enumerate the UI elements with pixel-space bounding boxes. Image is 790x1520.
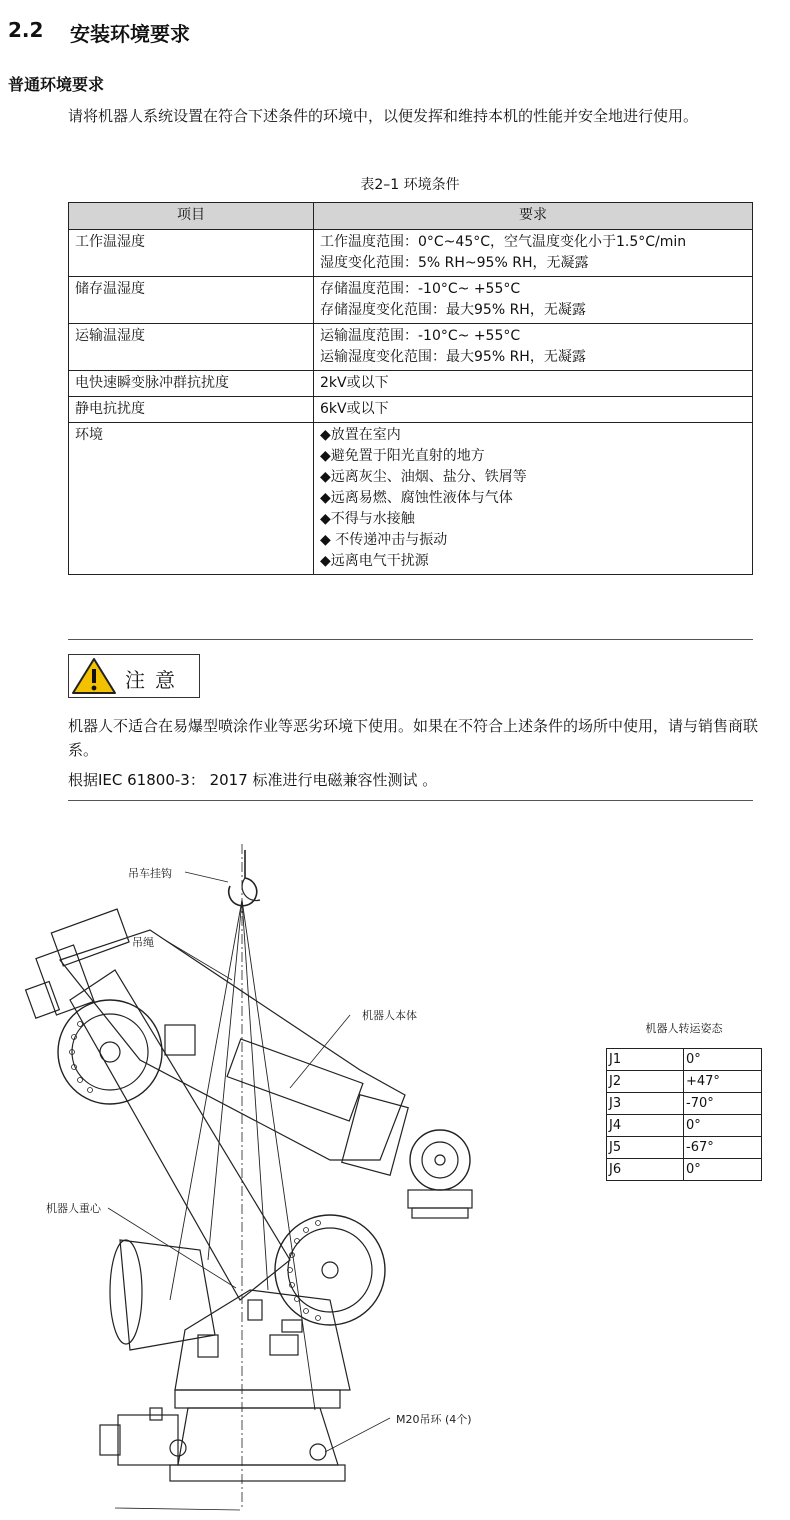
requirement-line: ◆放置在室内 [320,427,401,443]
pose-table [606,1048,762,1181]
requirement-line: ◆远离电气干扰源 [320,553,429,569]
joint-angle: +47° [684,1071,762,1093]
row-requirement [314,371,753,397]
label-center-of-gravity: 机器人重心 [46,1202,101,1215]
table-row [69,397,753,423]
caution-text-1: 机器人不适合在易爆型喷涂作业等恶劣环境下使用。如果在不符合上述条件的场所中使用，请与销售商联系。 [68,717,759,759]
row-item: 储存温湿度 [69,277,314,324]
requirement-line: 2kV或以下 [320,375,389,391]
caution-label: 注意 [125,668,185,692]
section-number: 2.2 [8,18,44,42]
caution-top-rule [68,639,753,640]
robot-lifting-diagram [0,830,600,1520]
requirement-line: 6kV或以下 [320,401,389,417]
row-requirement [314,277,753,324]
table-row [69,277,753,324]
requirement-line: ◆ 不传递冲击与振动 [320,532,448,548]
table-row [69,324,753,371]
requirement-line: 湿度变化范围：5% RH~95% RH，无凝露 [320,255,589,271]
table-row [607,1071,762,1093]
joint-angle: -70° [684,1093,762,1115]
row-requirement [314,397,753,423]
row-item: 工作温湿度 [69,230,314,277]
requirement-line: 工作温度范围：0°C~45°C，空气温度变化小于1.5°C/min [320,234,687,250]
requirement-line: 存储湿度变化范围：最大95% RH，无凝露 [320,302,586,318]
environment-table [68,202,753,575]
table-row [69,423,753,575]
joint-name: J6 [607,1159,684,1181]
row-requirement [314,230,753,277]
row-requirement [314,324,753,371]
joint-name: J2 [607,1071,684,1093]
requirement-line: ◆避免置于阳光直射的地方 [320,448,485,464]
label-crane-hook: 吊车挂钩 [128,867,172,880]
header-requirement: 要求 [314,203,753,230]
pose-table-title: 机器人转运姿态 [645,1022,723,1035]
requirement-line: ◆远离灰尘、油烟、盐分、铁屑等 [320,469,527,485]
table-row [69,230,753,277]
row-item: 电快速瞬变脉冲群抗扰度 [69,371,314,397]
row-item: 静电抗扰度 [69,397,314,423]
table-row [69,371,753,397]
requirement-line: ◆不得与水接触 [320,511,415,527]
joint-angle: 0° [684,1115,762,1137]
warning-triangle-icon [71,657,117,695]
joint-name: J5 [607,1137,684,1159]
table-caption: 表2–1 环境条件 [360,177,460,193]
row-requirement [314,423,753,575]
requirement-line: 存储温度范围：-10°C~ +55°C [320,281,521,297]
label-robot-body: 机器人本体 [362,1009,417,1022]
header-item: 项目 [69,203,314,230]
label-lifting-ring: M20吊环 (4个) [396,1413,472,1426]
requirement-line: ◆远离易燃、腐蚀性液体与气体 [320,490,513,506]
caution-bottom-rule [68,800,753,801]
section-title: 安装环境要求 [70,22,190,46]
subsection-title: 普通环境要求 [8,75,105,94]
intro-paragraph: 请将机器人系统设置在符合下述条件的环境中，以便发挥和维持本机的性能并安全地进行使用。 [68,107,699,125]
caution-text-2: 根据IEC 61800-3： 2017 标准进行电磁兼容性测试 。 [68,771,438,789]
row-item: 环境 [69,423,314,575]
table-row [607,1093,762,1115]
joint-name: J4 [607,1115,684,1137]
joint-name: J3 [607,1093,684,1115]
label-rope: 吊绳 [132,936,154,949]
requirement-line: 运输湿度变化范围：最大95% RH，无凝露 [320,349,586,365]
table-row [607,1137,762,1159]
requirement-line: 运输温度范围：-10°C~ +55°C [320,328,521,344]
table-row [607,1049,762,1071]
table-row [607,1115,762,1137]
row-item: 运输温湿度 [69,324,314,371]
joint-name: J1 [607,1049,684,1071]
joint-angle: -67° [684,1137,762,1159]
table-row [607,1159,762,1181]
joint-angle: 0° [684,1049,762,1071]
joint-angle: 0° [684,1159,762,1181]
